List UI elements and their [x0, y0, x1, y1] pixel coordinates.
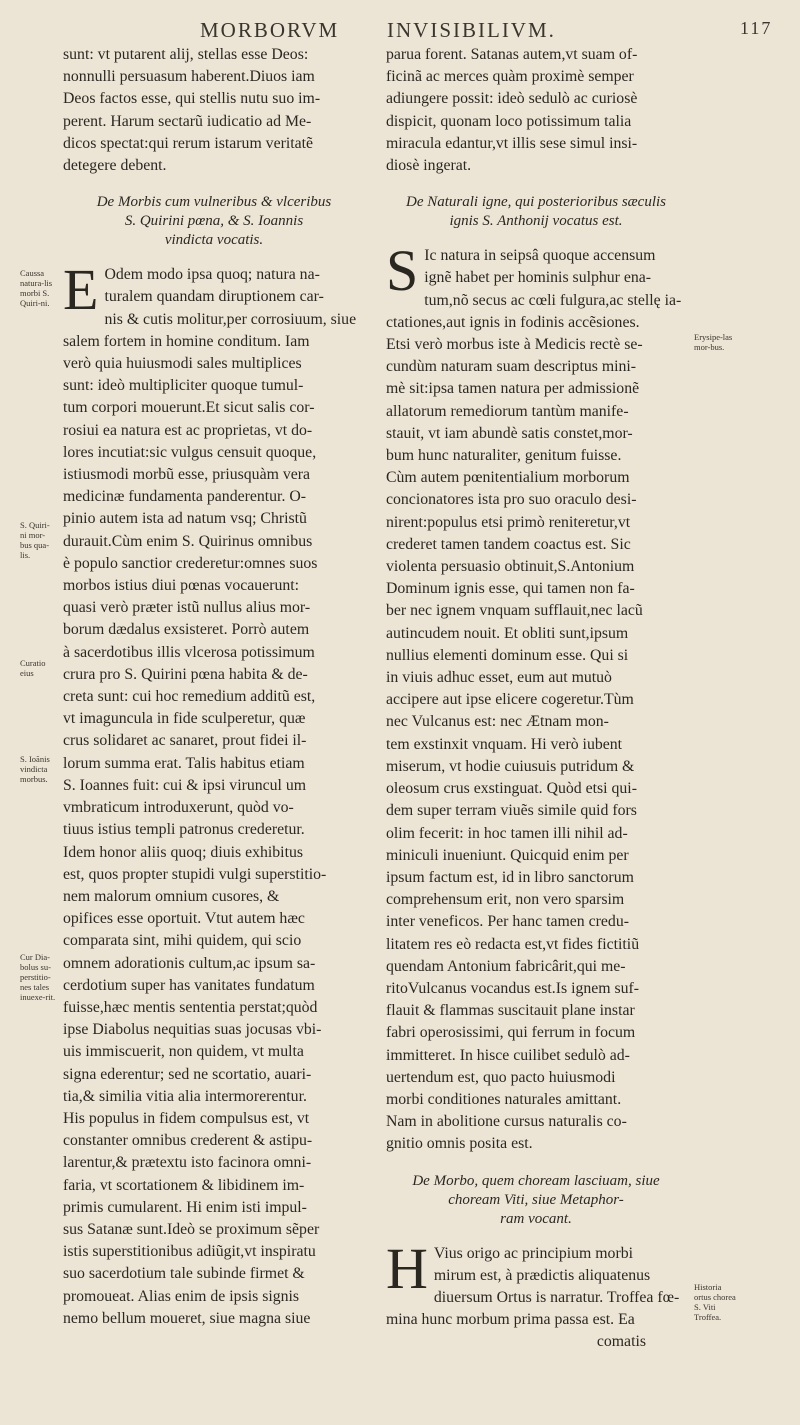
text-line: lores incutiat:sic vulgus censuit quoque,	[63, 443, 317, 461]
text-line: ipse Diabolus nequitias suas jocusas vbi-	[63, 1021, 322, 1039]
heading-line: ram vocant.	[500, 1210, 572, 1227]
text-line: stauit, vt iam abundè satis constet,mor-	[386, 424, 633, 442]
text-line: ficinã ac merces quàm proximè semper	[386, 68, 634, 86]
text-line: ber nec ignem vnquam sufflauit,nec lacũ	[386, 602, 643, 620]
text-line: est, quos propter stupidi vulgi superstitio-	[63, 865, 327, 883]
text-line: perent. Harum sectarũ iudicatio ad Me-	[63, 112, 312, 130]
margin-note-right-1: Erysipe-las mor-bus.	[694, 332, 733, 352]
heading-line: De Naturali igne, qui posterioribus sæculis	[405, 194, 666, 211]
text-line: nec Vulcanus est: nec Ætnam mon-	[386, 713, 609, 731]
text-line: turalem quandam diruptionem car-	[104, 288, 324, 306]
text-line: tem exstinxit vnquam. Hi verò iubent	[386, 735, 623, 753]
heading-line: S. Quirini pœna, & S. Ioannis	[124, 213, 304, 230]
text-line: fuisse,hæc mentis sententia perstat;quòd	[63, 998, 318, 1016]
heading-line: ignis S. Anthonij vocatus est.	[449, 213, 623, 230]
text-line: oleosum crus exstinguat. Quòd etsi qui-	[386, 780, 637, 798]
text-line: immitteret. In hisce cuilibet sedulò ad-	[386, 1046, 630, 1064]
margin-note-right-2: Historia ortus chorea S. Viti Troffea.	[694, 1282, 736, 1322]
dropcap-s: S	[386, 238, 419, 304]
text-line: Dominum ignis esse, qui tamen non fa-	[386, 580, 635, 598]
text-line: vmbraticum introduxerunt, quòd vo-	[63, 799, 294, 817]
text-line: tia,& similia vitia alia intermorerentur.	[63, 1087, 307, 1105]
left-paragraph-1	[63, 44, 365, 177]
text-line: nis & cutis molitur,per corrosiuum, siue	[104, 310, 357, 328]
margin-note-left-4: S. Ioãnis vindicta morbus.	[20, 754, 50, 784]
left-paragraph-2	[63, 257, 365, 1330]
text-line: dicos spectat:qui rerum istarum veritatẽ	[63, 134, 314, 152]
margin-note-left-2: S. Quiri-ni mor-bus qua-lis.	[20, 520, 50, 560]
text-line: crus solidaret ac sanaret, prout fidei il-	[63, 732, 307, 750]
text-line: nonnulli persuasum haberent.Diuos iam	[63, 68, 315, 86]
text-line: mirum est, à prædictis aliquatenus	[433, 1266, 651, 1284]
text-line: nullius elementi dominum esse. Qui si	[386, 646, 629, 664]
text-line: suo sacerdotium tale subinde firmet &	[63, 1265, 305, 1283]
right-column	[386, 44, 686, 1354]
text-line: crederet tamen tandem coactus est. Sic	[386, 535, 631, 553]
text-line: morbos istius diui pœnas vocauerunt:	[63, 577, 300, 595]
text-line: dem super terram viuẽs simile quid fors	[386, 802, 637, 820]
text-line: verò quia huiusmodi sales multiplices	[63, 355, 302, 373]
text-line: accipere aut ipse elicere cogeretur.Tùm	[386, 691, 634, 709]
heading-line: vindicta vocatis.	[164, 232, 264, 249]
text-line: dispicit, quonam loco potissimum talia	[386, 112, 632, 130]
text-line: quendam Antonium fabricârit,qui me-	[386, 957, 626, 975]
text-line: durauit.Cùm enim S. Quirinus omnibus	[63, 532, 313, 550]
text-line: miniculi inueniunt. Quicquid enim per	[386, 846, 629, 864]
text-line: opifices esse oportuit. Vtut autem hæc	[63, 910, 305, 928]
text-line: nem malorum omnium cusores, &	[63, 887, 280, 905]
text-line: adiungere possit: ideò sedulò ac curiosè	[386, 90, 638, 108]
text-line: mè sit:ipsa tamen natura per admissionẽ	[386, 380, 640, 398]
text-line: istis superstitionibus adiũgit,vt inspiratu	[63, 1243, 316, 1261]
text-line: omnem adorationis cultum,ac ipsum sa-	[63, 954, 316, 972]
text-line: Nam in abolitione cursus naturalis co-	[386, 1113, 627, 1131]
text-line: faria, vt scortationem & libidinem im-	[63, 1176, 305, 1194]
text-line: uis immiscuerit, non quidem, vt multa	[63, 1043, 304, 1061]
text-line: Deos factos esse, qui stellis nutu suo im-	[63, 90, 321, 108]
text-line: comparata sint, mihi quidem, qui scio	[63, 932, 302, 950]
text-line: ritoVulcanus vocandus est.Is ignem suf-	[386, 979, 640, 997]
text-line: promoueat. Alias enim de ipsis signis	[63, 1287, 300, 1305]
section-heading-naturali-igne	[386, 193, 686, 231]
text-line: gnitio omnis posita est.	[386, 1135, 533, 1153]
text-line: tum corpori mouerunt.Et sicut salis cor-	[63, 399, 315, 417]
text-line: quasi verò præter istũ nullus alius mor-	[63, 599, 311, 617]
text-line: fabri operosissimi, qui ferrum in focum	[386, 1024, 636, 1042]
text-line: Vius origo ac principium morbi	[433, 1244, 634, 1262]
text-line: pinio autem ista ad natum vsq; Christũ	[63, 510, 307, 528]
text-line: mina hunc morbum prima passa est. Ea	[386, 1311, 635, 1329]
text-line: primis cumularent. Hi enim isti impul-	[63, 1198, 307, 1216]
text-line: sus Satanæ sunt.Ideò se proximum sẽper	[63, 1220, 320, 1238]
text-line: à sacerdotibus illis vlcerosa potissimum	[63, 643, 315, 661]
text-line: ignẽ habet per hominis sulphur ena-	[424, 269, 652, 287]
text-line: flauit & flammas suscitauit plane instar	[386, 1002, 635, 1020]
text-line: signa ederentur; sed ne scortatio, auari-	[63, 1065, 312, 1083]
text-line: constanter omnibus crederent & astipu-	[63, 1132, 313, 1150]
text-line: His populus in fidem compulsus est, vt	[63, 1109, 310, 1127]
margin-note-left-3: Curatio eius	[20, 658, 46, 678]
text-line: allatorum remediorum tantùm manife-	[386, 402, 629, 420]
text-line: sunt: ideò multipliciter quoque tumul-	[63, 377, 304, 395]
text-line: morbi conditiones naturales amittant.	[386, 1090, 622, 1108]
running-head-right: INVISIBILIVM.	[387, 18, 556, 42]
text-line: Etsi verò morbus iste à Medicis rectè se-	[386, 336, 643, 354]
text-line: cerdotium super has vanitates fundatum	[63, 976, 315, 994]
text-line: larentur,& prætextu isto facinora omni-	[63, 1154, 312, 1172]
margin-note-left-1: Caussa natura-lis morbi S. Quiri-ni.	[20, 268, 53, 308]
text-line: olim fecerit: in hoc tamen illi nihil ad-	[386, 824, 628, 842]
text-line: Idem honor aliis quoq; diuis exhibitus	[63, 843, 304, 861]
page-number: 117	[740, 18, 773, 38]
text-line: diosè ingerat.	[386, 157, 472, 175]
right-paragraph-3	[386, 1235, 686, 1332]
text-line: ipsum factum est, id in libro sanctorum	[386, 868, 634, 886]
text-line: concionatores ista pro suo oraculo desi-	[386, 491, 637, 509]
text-line: diuersum Ortus is narratur. Troffea fœ-	[433, 1288, 680, 1306]
text-line: miserum, vt hodie cuiusuis putridum &	[386, 757, 635, 775]
text-line: borum dædalus exsisteret. Porrò autem	[63, 621, 310, 639]
text-line: tum,nõ secus ac cœli fulgura,ac stellę ia-	[424, 291, 682, 309]
heading-line: choream Viti, siue Metaphor-	[448, 1191, 624, 1208]
text-line: detegere debent.	[63, 157, 167, 175]
text-line: rosiui ea natura est ac proprietas, vt do-	[63, 421, 313, 439]
catchword: comatis	[596, 1333, 646, 1351]
text-line: cundùm naturam suam descriptus mini-	[386, 358, 637, 376]
text-line: nemo bellum moueret, siue magna siue	[63, 1309, 311, 1327]
text-line: lorum summa erat. Talis habitus etiam	[63, 754, 305, 772]
running-head-left: MORBORVM	[200, 18, 340, 42]
text-line: medicinæ fundamenta panderentur. O-	[63, 488, 307, 506]
heading-line: De Morbis cum vulneribus & vlceribus	[96, 194, 332, 211]
text-line: vt imaguncula in fide sculperetur, quæ	[63, 710, 306, 728]
section-heading-morbis	[63, 193, 365, 250]
dropcap-e: E	[63, 257, 99, 323]
dropcap-h: H	[386, 1235, 428, 1301]
text-line: nirent:populus etsi primò reniteretur,vt	[386, 513, 631, 531]
text-line: miracula edantur,vt illis sese simul insi-	[386, 134, 638, 152]
text-line: violenta persuasio obtinuit,S.Antonium	[386, 558, 635, 576]
text-line: autincudem nouit. Et obliti sunt,ipsum	[386, 624, 629, 642]
section-heading-morbo-chorea	[386, 1172, 686, 1229]
text-line: istiusmodi morbũ esse, priusquàm vera	[63, 466, 311, 484]
left-column	[63, 44, 365, 1330]
text-line: comprehensum erit, non vero sparsim	[386, 891, 625, 909]
text-line: litatem res eò redacta est,vt fides fictitiũ	[386, 935, 640, 953]
right-paragraph-1	[386, 44, 686, 177]
text-line: inter veneficos. Per hanc tamen credu-	[386, 913, 629, 931]
text-line: Odem modo ipsa quoq; natura na-	[104, 266, 320, 284]
text-line: è populo sanctior crederetur:omnes suos	[63, 554, 318, 572]
text-line: Ic natura in seipsâ quoque accensum	[424, 247, 656, 265]
text-line: creta sunt: cui hoc remedium additũ est,	[63, 688, 316, 706]
text-line: bum hunc naturaliter, genitum fuisse.	[386, 447, 622, 465]
text-line: uertendum est, quo pacto huiusmodi	[386, 1068, 616, 1086]
heading-line: De Morbo, quem choream lasciuam, siue	[412, 1172, 660, 1189]
right-paragraph-2	[386, 238, 686, 1155]
text-line: sunt: vt putarent alij, stellas esse Deos:	[63, 46, 309, 63]
text-line: Cùm autem pœnitentialium morborum	[386, 469, 630, 487]
text-line: crura pro S. Quirini pœna habita & de-	[63, 665, 308, 683]
text-line: tiuus istius templi patronus crederetur.	[63, 821, 305, 839]
text-line: parua forent. Satanas autem,vt suam of-	[386, 46, 638, 63]
text-line: ctationes,aut ignis in fodinis accẽsiones.	[386, 313, 640, 331]
text-line: salem fortem in homine conditum. Iam	[63, 332, 310, 350]
text-line: S. Ioannes fuit: cui & ipsi viruncul um	[63, 776, 307, 794]
margin-note-left-5: Cur Dia-bolus su-perstitio-nes tales inuexe-rit.	[20, 952, 56, 1002]
text-line: in viuis adhuc esset, eum aut mutuò	[386, 669, 612, 687]
